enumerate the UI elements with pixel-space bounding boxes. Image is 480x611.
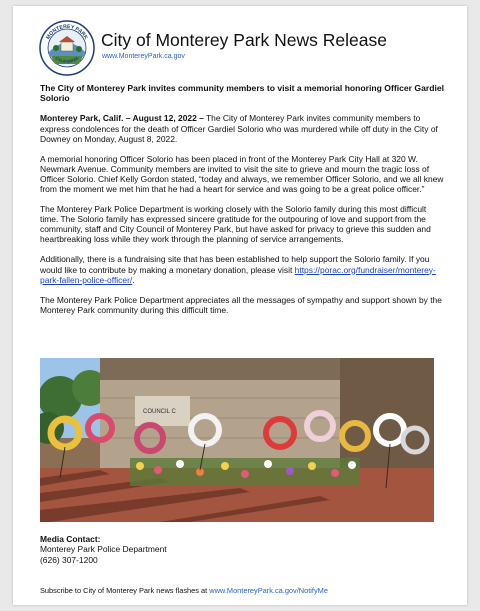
wall-sign-text: COUNCIL C [143, 409, 176, 415]
seal-bottom-text: CALIFORNIA [54, 55, 80, 64]
header [39, 20, 459, 82]
footer-text: Subscribe to City of Monterey Park news flashes at [40, 586, 210, 595]
media-contact-phone: (626) 307-1200 [40, 554, 98, 565]
memorial-photo [40, 358, 434, 522]
dateline: Monterey Park, Calif. – August 12, 2022 – [40, 113, 204, 124]
media-contact [40, 534, 340, 565]
paragraph-memorial: A memorial honoring Officer Solorio has been placed in front of the Monterey Park City Hall at 320 W. Newmark Avenue. Community members are invited to visit the site to grieve and mourn the tragic loss of Officer Solorio. Chief Kelly Gordon stated, “today and always, we remember Officer Solorio, and we all knew from the moment we met him that he had a heart for service and was going to be a great police officer.” [40, 153, 444, 194]
paragraph-fundraiser [40, 254, 444, 284]
paragraph-appreciation: The Monterey Park Police Department appreciates all the messages of sympathy and support shown by the Monterey Park community during this difficult time. [40, 294, 442, 315]
document-page [13, 6, 467, 605]
article-body [40, 83, 444, 325]
paragraph-1-text: The City of Monterey Park invites community members to express condolences for the death of Officer Gardiel Solorio who was murdered while off duty in the City of Downey on Monday, August 8, 2022. [40, 113, 438, 144]
article-headline: The City of Monterey Park invites community members to visit a memorial honoring Officer Gardiel Solorio [40, 83, 445, 104]
seal-top-text: MONTEREY PARK [45, 23, 89, 41]
fundraiser-link[interactable]: https://porac.org/fundraiser/monterey-park-fallen-police-officer/ [40, 264, 436, 285]
paragraph-4-end: . [132, 274, 135, 285]
header-url-link[interactable]: www.MontereyPark.ca.gov [102, 53, 185, 60]
media-contact-department: Monterey Park Police Department [40, 544, 167, 555]
paragraph-dateline [40, 113, 444, 143]
page-title: City of Monterey Park News Release [101, 30, 387, 50]
media-contact-heading: Media Contact: [40, 534, 101, 544]
footer [40, 586, 460, 595]
city-seal-icon [39, 20, 95, 76]
notify-me-link[interactable]: www.MontereyPark.ca.gov/NotifyMe [209, 586, 328, 595]
paragraph-4-text: Additionally, there is a fundraising site that has been established to help support the Solorio family. If you would like to contribute by making a monetary donation, please visit [40, 254, 430, 275]
paragraph-family: The Monterey Park Police Department is working closely with the Solorio family during this most difficult time. The Solorio family has expressed sincere gratitude for the outpouring of love and support from the community, staff and City Council of Monterey Park, but have asked for privacy to grieve this sudden and heartbreaking loss while they work through the planning of service arrangements. [40, 204, 431, 245]
